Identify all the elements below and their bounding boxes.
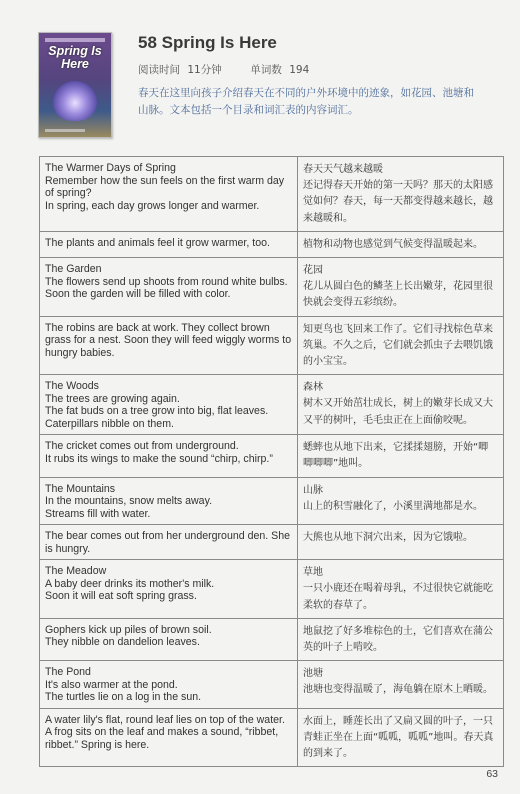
table-row <box>40 560 504 619</box>
english-line: The flowers send up shoots from round white bulbs. Soon the garden will be filled with color. <box>45 275 288 301</box>
table-row <box>40 231 504 257</box>
english-line: They nibble on dandelion leaves. <box>45 636 200 649</box>
chinese-text-cell <box>298 231 504 257</box>
chinese-text-cell <box>298 525 504 560</box>
chinese-line: 植物和动物也感觉到气候变得温暖起来。 <box>303 238 483 250</box>
book-summary: 春天在这里向孩子介绍春天在不同的户外环境中的迹象，如花园、池塘和山脉。文本包括一个目录和词汇表的内容词汇。 <box>138 87 474 116</box>
book-title: 58 Spring Is Here <box>138 33 277 52</box>
table-row <box>40 477 504 525</box>
table-row <box>40 618 504 660</box>
chinese-text-cell <box>298 375 504 435</box>
table-row <box>40 525 504 560</box>
chinese-line: 山脉 <box>303 484 323 496</box>
chinese-line: 池塘也变得温暖了，海龟躺在原木上晒暖。 <box>303 684 493 696</box>
book-meta <box>138 62 313 77</box>
chinese-text-cell <box>298 618 504 660</box>
english-line: Caterpillars nibble on them. <box>45 417 174 430</box>
chinese-line: 花儿从圆白色的鳞茎上长出嫩芽，花园里很快就会变得五彩缤纷。 <box>303 281 493 309</box>
flower-illustration <box>53 81 97 121</box>
chinese-line: 一只小鹿还在喝着母乳，不过很快它就能吃柔软的春草了。 <box>303 583 493 611</box>
cover-banner <box>45 38 105 42</box>
english-line: Soon it will eat soft spring grass. <box>45 590 197 603</box>
cover-title: Spring Is Here <box>48 44 102 71</box>
english-line: The cricket comes out from underground. <box>45 440 239 453</box>
english-line: The Warmer Days of Spring <box>45 162 176 174</box>
chinese-line: 水面上，睡莲长出了又扁又圆的叶子，一只青蛙正坐在上面“呱呱，呱呱”地叫。春天真的到来了。 <box>303 715 494 760</box>
reading-time-value: 11分钟 <box>187 64 222 76</box>
english-text-cell <box>40 560 298 619</box>
english-line: The Woods <box>45 380 99 393</box>
chinese-line: 大熊也从地下洞穴出来，因为它饿啦。 <box>303 532 473 544</box>
english-line: It rubs its wings to make the sound “chirp, chirp.” <box>45 452 273 465</box>
chinese-text-cell <box>298 435 504 477</box>
chinese-line: 春天天气越来越暖 <box>303 164 383 175</box>
reading-time-label: 阅读时间 <box>138 64 180 76</box>
english-line: A baby deer drinks its mother's milk. <box>45 577 215 590</box>
chinese-text-cell <box>298 708 504 767</box>
english-line: It's also warmer at the pond. <box>45 678 178 691</box>
word-count-value: 194 <box>289 64 310 76</box>
english-line: Streams fill with water. <box>45 507 151 520</box>
page-number: 63 <box>486 768 498 780</box>
chinese-text-cell <box>298 661 504 709</box>
chinese-text-cell <box>298 560 504 619</box>
english-text-cell <box>40 525 298 560</box>
english-text-cell <box>40 231 298 257</box>
english-line: The trees are growing again. <box>45 392 180 405</box>
english-text-cell <box>40 375 298 435</box>
chinese-text-cell <box>298 477 504 525</box>
table-row <box>40 258 504 317</box>
chinese-line: 树木又开始茁壮成长，树上的嫩芽长成又大又平的树叶，毛毛虫正在上面偷咬呢。 <box>303 398 493 426</box>
english-line: Gophers kick up piles of brown soil. <box>45 623 212 636</box>
chinese-text-cell <box>298 316 504 375</box>
english-text-cell <box>40 477 298 525</box>
chinese-line: 草地 <box>303 567 323 579</box>
english-text-cell <box>40 316 298 375</box>
english-line: The Pond <box>45 666 91 679</box>
cover-publisher-mark <box>45 129 85 132</box>
table-row <box>40 435 504 477</box>
chinese-line: 森林 <box>303 382 323 394</box>
english-text-cell <box>40 157 298 232</box>
english-line: The turtles lie on a log in the sun. <box>45 691 202 704</box>
english-line: In spring, each day grows longer and warmer. <box>45 199 260 212</box>
chinese-line: 蟋蟀也从地下出来，它揉揉翅膀，开始“唧唧唧唧”地叫。 <box>303 442 489 470</box>
english-line: The Meadow <box>45 565 107 578</box>
table-row <box>40 661 504 709</box>
english-line: The Mountains <box>45 482 116 495</box>
chinese-text-cell <box>298 157 504 232</box>
chinese-line: 地鼠挖了好多堆棕色的土，它们喜欢在蒲公英的叶子上啃咬。 <box>303 625 493 653</box>
english-line: Remember how the sun feels on the first warm day of spring? <box>45 174 285 199</box>
chinese-line: 山上的积雪融化了，小溪里满地都是水。 <box>303 500 483 512</box>
chinese-line: 花园 <box>303 265 323 277</box>
table-row <box>40 708 504 767</box>
english-text-cell <box>40 661 298 709</box>
english-text-cell <box>40 618 298 660</box>
english-text-cell <box>40 708 298 767</box>
english-line: The plants and animals feel it grow warmer, too. <box>45 236 270 249</box>
english-line: The Garden <box>45 263 102 276</box>
word-count-label: 单词数 <box>250 64 282 76</box>
english-line: In the mountains, snow melts away. <box>45 495 213 508</box>
english-line: The fat buds on a tree grow into big, flat leaves. <box>45 405 269 418</box>
english-line: A water lily's flat, round leaf lies on top of the water. A frog sits on the leaf and makes a sound, “ribbet, ribbet.” Spring is here. <box>45 713 285 751</box>
chinese-line: 知更鸟也飞回来工作了。它们寻找棕色草来筑巢。不久之后，它们就会抓虫子去喂饥饿的小宝宝。 <box>303 323 493 368</box>
chinese-text-cell <box>298 258 504 317</box>
book-cover <box>38 32 112 138</box>
english-text-cell <box>40 258 298 317</box>
english-line: The robins are back at work. They collect brown grass for a nest. Soon they will feed wiggly worms to hungry babies. <box>45 321 292 359</box>
chinese-line: 池塘 <box>303 668 323 680</box>
english-line: The bear comes out from her underground den. She is hungry. <box>45 530 290 555</box>
bilingual-text-table <box>39 156 504 767</box>
table-row <box>40 157 504 232</box>
table-row <box>40 375 504 435</box>
chinese-line: 还记得春天开始的第一天吗？那天的太阳感觉如何？春天，每一天都变得越来越长，越来越暖和。 <box>303 180 493 224</box>
english-text-cell <box>40 435 298 477</box>
table-row <box>40 316 504 375</box>
